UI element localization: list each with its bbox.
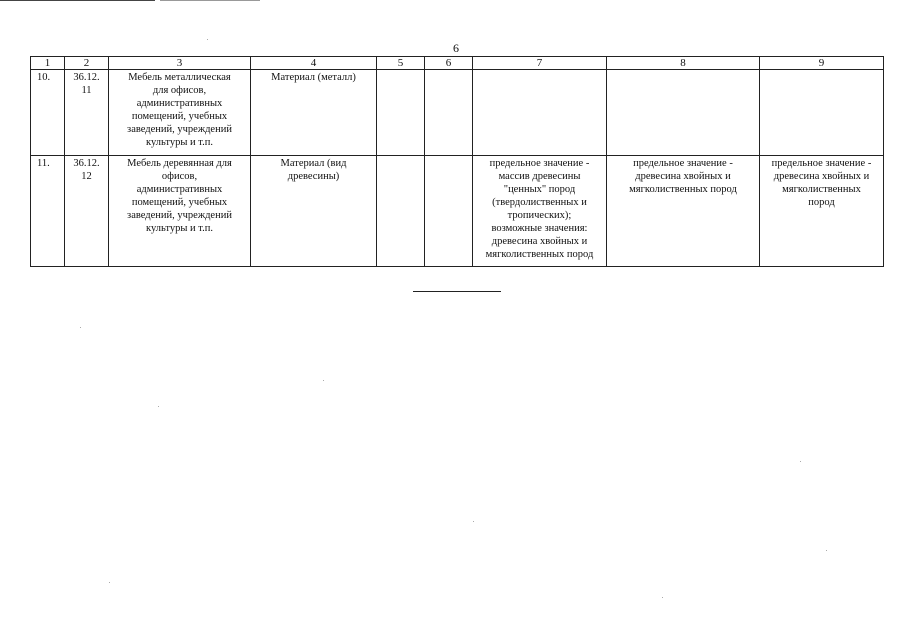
table-row xyxy=(31,156,884,267)
scan-speck xyxy=(826,550,827,551)
header-cell-4: 4 xyxy=(251,57,377,70)
code-cell: 36.12. 11 xyxy=(65,70,109,156)
product-name-cell: Мебель деревянная для офисов, административных помещений, учебных заведений, учреждений культуры и т.п. xyxy=(109,156,251,267)
table-cell-6 xyxy=(425,70,473,156)
scan-speck xyxy=(207,39,208,40)
scan-speck xyxy=(323,380,324,381)
product-name-cell: Мебель металлическая для офисов, административных помещений, учебных заведений, учреждений культуры и т.п. xyxy=(109,70,251,156)
footer-rule xyxy=(413,291,501,292)
table-cell-6 xyxy=(425,156,473,267)
scan-speck xyxy=(473,521,474,522)
header-cell-1: 1 xyxy=(31,57,65,70)
allowed-value-cell-alt: предельное значение - древесина хвойных и мягколиственных пород xyxy=(760,156,884,267)
characteristic-cell: Материал (вид древесины) xyxy=(251,156,377,267)
table-header-row xyxy=(31,57,884,70)
top-scan-rule-faint xyxy=(160,0,260,1)
scan-speck xyxy=(662,597,663,598)
page-number: 6 xyxy=(453,41,459,55)
document-table xyxy=(30,56,884,267)
table-cell-9 xyxy=(760,70,884,156)
scan-speck xyxy=(80,327,81,328)
allowed-value-cell: предельное значение - древесина хвойных и мягколиственных пород xyxy=(607,156,760,267)
code-cell: 36.12. 12 xyxy=(65,156,109,267)
header-cell-2: 2 xyxy=(65,57,109,70)
header-cell-6: 6 xyxy=(425,57,473,70)
top-scan-rule xyxy=(0,0,155,1)
table-cell-5 xyxy=(377,70,425,156)
row-number-cell: 11. xyxy=(31,156,65,267)
table-cell-5 xyxy=(377,156,425,267)
table-cell-7 xyxy=(473,70,607,156)
scan-speck xyxy=(109,582,110,583)
limit-value-cell: предельное значение - массив древесины "ценных" пород (твердолиственных и тропических); возможные значения: древесина хвойных и мягколиственных пород xyxy=(473,156,607,267)
row-number-cell: 10. xyxy=(31,70,65,156)
table-cell-8 xyxy=(607,70,760,156)
header-cell-5: 5 xyxy=(377,57,425,70)
scan-speck xyxy=(158,406,159,407)
header-cell-8: 8 xyxy=(607,57,760,70)
characteristic-cell: Материал (металл) xyxy=(251,70,377,156)
header-cell-9: 9 xyxy=(760,57,884,70)
header-cell-7: 7 xyxy=(473,57,607,70)
table-row xyxy=(31,70,884,156)
scan-speck xyxy=(800,461,801,462)
header-cell-3: 3 xyxy=(109,57,251,70)
